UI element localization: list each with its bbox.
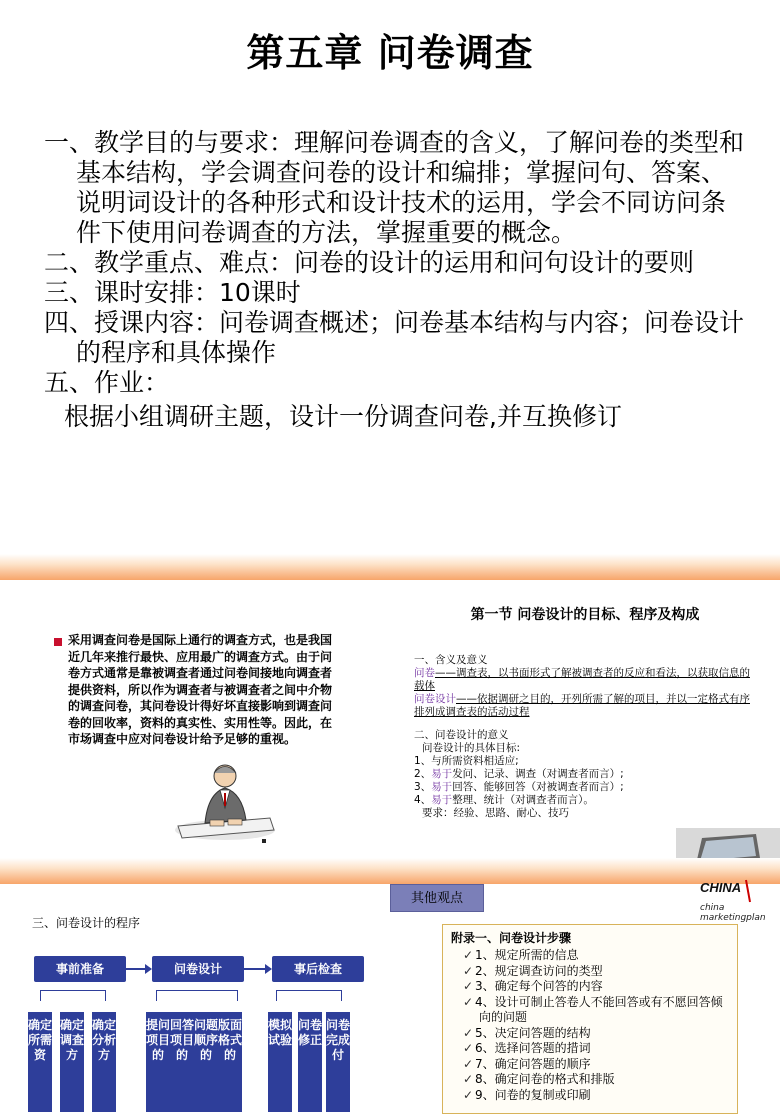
term-design: 问卷设计 [414, 693, 456, 705]
flow-branch [156, 990, 238, 1001]
step-item: ✓ 2、规定调查访问的类型 [463, 963, 603, 978]
step-box: 确定调查方 [60, 1012, 84, 1112]
step-item: ✓ 5、决定问答题的结构 [463, 1025, 591, 1040]
step-item: ✓ 3、确定每个问答的内容 [463, 979, 603, 993]
intro-paragraph: 采用调查问卷是国际上通行的调查方式，也是我国近几年来推行最快、应用最广的调查方式。由于问卷方式通常是靠被调查者通过问卷间接地向调查者提供资料，所以作为调查者与被调查者之间中介物的调查问卷，其问卷设计得好坏直接影响到调查问卷的回收率，资料的真实性、实用性等。因此，在市场调查中应对问卷设计给予足够的重视。 [68, 633, 333, 746]
flow-branch [276, 990, 342, 1001]
step-item: ✓ 8、确定问卷的格式和排版 [463, 1072, 615, 1086]
logo-caption: china marketingplan [700, 903, 766, 923]
overview-item-homework: 五、作业： [44, 368, 170, 397]
requirements-line: 要求：经验、思路、耐心、技巧 [422, 807, 569, 819]
slide-survey-intro [0, 580, 390, 860]
logo [700, 878, 780, 923]
definition-text: ——调查表，以书面形式了解被调查者的反应和看法，以获取信息的载体 [414, 667, 750, 692]
step-box: 问题顺序的 [194, 1012, 218, 1112]
goal-item: 1、与所需资料相适应; [414, 755, 519, 767]
flow-branch [40, 990, 106, 1001]
step-box: 确定分析方 [92, 1012, 116, 1112]
step-box: 问卷完成付 [326, 1012, 350, 1112]
step-box: 版面格式的 [218, 1012, 242, 1112]
checkmark-icon: ✓ [463, 1072, 474, 1086]
step-item: ✓ 1、规定所需的信息 [463, 948, 579, 962]
checkmark-icon: ✓ [463, 963, 474, 978]
flow-box-design: 问卷设计 [152, 956, 244, 982]
overview-item-objectives: 一、教学目的与要求：理解问卷调查的含义，了解问卷的类型和基本结构，学会调查问卷的设计和编排；掌握问句、答案、说明词设计的各种形式和设计技术的运用，学会不同访问条件下使用问卷调查的方法，掌握重要的概念。 [44, 128, 745, 247]
checkmark-icon: ✓ [463, 1087, 474, 1102]
overview-item-key-points: 二、教学重点、难点：问卷的设计的运用和问句设计的要则 [44, 248, 695, 277]
goal-item: 4、易于整理、统计（对调查者而言）。 [414, 794, 594, 806]
step-item: ✓ 7、确定问答题的顺序 [463, 1056, 591, 1071]
slide-section-one [390, 580, 780, 860]
overview-list [44, 128, 744, 432]
step-item: ✓ 6、选择问答题的措词 [463, 1041, 591, 1055]
overview-item-hours: 三、课时安排：10课时 [44, 278, 301, 307]
appendix-steps-box [442, 924, 738, 1114]
flow-box-preparation: 事前准备 [34, 956, 126, 982]
slide-design-procedure [0, 884, 390, 1102]
checkmark-icon: ✓ [463, 1025, 474, 1040]
goal-item: 2、易于发问、记录、调查（对调查者而言）; [414, 768, 624, 780]
checkmark-icon: ✓ [463, 948, 474, 962]
definition-text: ——依据调研之目的，开列所需了解的项目，并以一定格式有序排列成调查表的活动过程 [414, 693, 750, 718]
slide-separator [0, 858, 780, 884]
chapter-title: 第五章 问卷调查 [246, 31, 534, 75]
arrow-right-icon [126, 968, 146, 970]
definition-questionnaire [414, 667, 759, 693]
subheading-significance: 二、问卷设计的意义 [414, 729, 509, 741]
goals-heading: 问卷设计的具体目标: [422, 742, 521, 754]
step-box: 确定所需资 [28, 1012, 52, 1112]
flow-box-review: 事后检查 [272, 956, 364, 982]
slide-separator [0, 554, 780, 580]
overview-homework-detail: 根据小组调研主题，设计一份调查问卷,并互换修订 [64, 402, 622, 431]
appendix-title: 附录一、问卷设计步骤 [451, 931, 572, 945]
checkmark-icon: ✓ [463, 994, 474, 1009]
goal-item: 3、易于回答、能够回答（对被调查者而言）; [414, 781, 624, 793]
arrow-right-icon [244, 968, 266, 970]
step-box: 模拟试验 [268, 1012, 292, 1112]
svg-text:CHINA: CHINA [700, 880, 742, 895]
step-item: ✓ 4、设计可制止答卷人不能回答或有不愿回答倾向的问题 [463, 994, 723, 1024]
other-views-tag: 其他观点 [390, 884, 484, 912]
step-box: 问卷修正 [298, 1012, 322, 1112]
subheading-meaning: 一、含义及意义 [414, 654, 488, 666]
brand-mark-icon [700, 878, 780, 904]
procedure-heading: 三、问卷设计的程序 [32, 916, 141, 930]
section-title: 第一节 问卷设计的目标、程序及构成 [470, 607, 700, 623]
businessman-at-desk-illustration [170, 738, 280, 848]
term-questionnaire: 问卷 [414, 667, 435, 679]
step-box: 回答项目的 [170, 1012, 194, 1112]
overview-item-content: 四、授课内容：问卷调查概述；问卷基本结构与内容；问卷设计的程序和具体操作 [44, 308, 745, 367]
step-box: 提问项目的 [146, 1012, 170, 1112]
checkmark-icon: ✓ [463, 1041, 474, 1055]
checkmark-icon: ✓ [463, 979, 474, 993]
step-item: ✓ 9、问卷的复制或印刷 [463, 1087, 591, 1102]
section-body [414, 654, 759, 820]
definition-design [414, 693, 759, 719]
bullet-icon [54, 638, 62, 646]
checkmark-icon: ✓ [463, 1056, 474, 1071]
